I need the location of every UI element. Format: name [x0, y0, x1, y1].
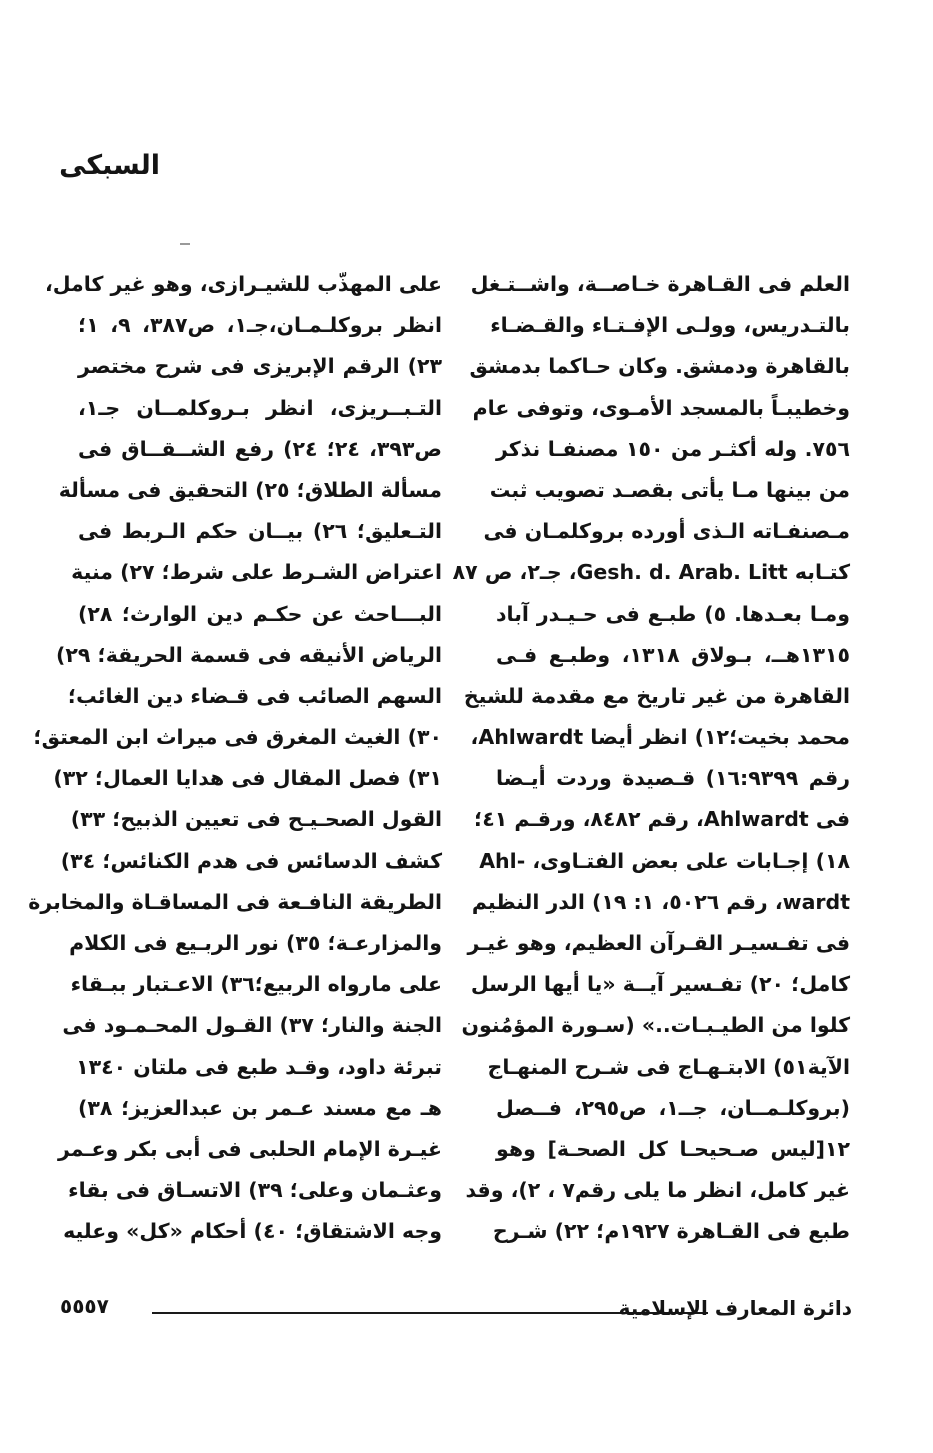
text-line: فى تفـسيـر القـرآن العظيم، وهو غيـر — [467, 931, 850, 955]
text-line: كشف الدسائس فى هدم الكنائس؛ ٣٤) — [60, 848, 442, 873]
text-line: الرياض الأنيقه فى قسمة الحريقة؛ ٢٩) — [55, 642, 442, 667]
text-line: كامل؛ ٢٠) تفـسير آيــة «يا أيها الرسل — [470, 972, 850, 997]
page-header-title: السبكى — [59, 150, 160, 181]
text-line: ٣١) فصل المقال فى هدايا العمال؛ ٣٢) — [53, 766, 442, 791]
text-line: ١٣١٥هــ، بـولاق ١٣١٨، وطبـع فـى — [496, 642, 850, 667]
text-line: محمد بخيت؛١٢) انظر أيضا Ahlwardt، — [470, 725, 850, 750]
right-text-column — [452, 264, 851, 1253]
text-line: على المهذّب للشيـرازى، وهو غير كامل، — [44, 272, 442, 296]
text-line: وعثـمان وعلى؛ ٣٩) الاتسـاق فى بقاء — [68, 1178, 442, 1203]
text-line: رقم ١٦:٩٣٩٩) قـصيدة وردت أيـضا — [496, 766, 851, 791]
text-line: غيـرة الإمام الحلبى فى أبى بكر وعـمر — [58, 1136, 442, 1161]
text-line: كلوا من الطيـبـات..» (سـورة المؤمُنون — [461, 1013, 850, 1038]
scan-smudge — [180, 243, 190, 245]
text-line: بالقاهرة ودمشق. وكان حـاكما بدمشق — [469, 354, 850, 379]
text-line: ١٨) إجـابات على بعض الفتـاوى، -Ahl — [479, 848, 850, 873]
text-line: ومـا بعـدها. ٥) طبـع فى حـيـدر آباد — [496, 601, 850, 626]
text-line: (بروكلـمــان، جــ١، ص٢٩٥، فــصل — [496, 1095, 850, 1120]
text-line: السهم الصائب فى قـضاء دين الغائب؛ — [67, 683, 442, 708]
page-footer — [60, 1292, 852, 1332]
text-line: وخطيبـاً بالمسجد الأمـوى، وتوفى عام — [472, 395, 850, 420]
text-line: العلم فى القـاهرة خـاصــة، واشــتـغل — [470, 272, 850, 296]
text-line: الطريقة النافـعة فى المساقـاة والمخابرة — [28, 889, 442, 914]
text-line: بالتـدريس، وولـى الإفـتـاء والقـضـاء — [490, 313, 850, 338]
text-line: فى Ahlwardt، رقم ٨٤٨٢، ورقـم ٤١؛ — [474, 807, 850, 832]
text-line: غير كامل، انظر ما يلى رقم٧ ، ٢)، وقد — [465, 1178, 850, 1203]
text-line: التـعليق؛ ٢٦) بيــان حكم الـربط فى — [78, 519, 442, 544]
text-line: هـ مع مسند عـمر بن عبدالعزيز؛ ٣٨) — [78, 1095, 442, 1120]
text-line: wardt، رقم ٥٠٢٦، ١: ١٩) الدر النظيم — [471, 889, 850, 914]
text-line: القاهرة من غير تاريخ مع مقدمة للشيخ — [463, 683, 850, 708]
text-line: تبرئة داود، وقـد طبع فى ملتان ١٣٤٠ — [76, 1054, 442, 1079]
text-line: الجنة والنار؛ ٣٧) القـول المحـمـود فى — [62, 1013, 442, 1038]
text-line: على مارواه الربيع؛٣٦) الاعـتبار ببـقاء — [70, 972, 442, 997]
text-line: ٣٠) الغيث المغرق فى ميراث ابن المعتق؛ — [33, 725, 442, 750]
text-line: التـبــريزى، انظر بـروكلمــان جـ١، — [78, 395, 442, 420]
text-line: وجه الاشتقاق؛ ٤٠) أحكام «كل» وعليه — [63, 1219, 442, 1244]
text-line: ٢٣) الرقم الإبريزى فى شرح مختصر — [78, 354, 442, 379]
text-line: اعتراض الشـرط على شرط؛ ٢٧) منية — [71, 560, 442, 585]
text-line: الآية٥١) الابتـهـاج فى شـرح المنهـاج — [487, 1054, 850, 1079]
page-number: ٥٥٥٧ — [60, 1294, 109, 1318]
left-text-column — [28, 264, 442, 1253]
text-line: البـــاحث عن حكـم دين الوارث؛ ٢٨) — [78, 601, 442, 626]
text-line: مـصنفـاته الـذى أورده بروكلمـان فى — [483, 519, 850, 544]
text-line: ١٢[ليس صـحيحـا كل الصحـة] وهو — [496, 1136, 850, 1161]
text-line: انظر بروكلـمـان،جـ١، ص٣٨٧، ٩، ١؛ — [78, 313, 442, 338]
text-line: من بينها مـا يأتى بقصـد تصويب ثبت — [489, 477, 850, 502]
text-line: كتـابه Gesh. d. Arab. Litt، جـ٢، ص ٨٧ — [452, 560, 850, 585]
journal-title: دائرة المعارف الإسلامية — [618, 1296, 852, 1320]
text-line: ص٣٩٣، ٢٤؛ ٢٤) رفع الشــقــاق فى — [78, 436, 442, 461]
text-line: طبع فى القـاهرة ١٩٢٧م؛ ٢٢) شـرح — [492, 1219, 850, 1244]
text-line: مسألة الطلاق؛ ٢٥) التحقيق فى مسألة — [58, 477, 442, 502]
text-line: ٧٥٦. وله أكثـر من ١٥٠ مصنفـا نذكر — [496, 436, 850, 461]
text-line: القول الصحـيـح فى تعيين الذبيح؛ ٣٣) — [70, 807, 442, 832]
text-line: والمزارعـة؛ ٣٥) نور الربـيع فى الكلام — [69, 931, 442, 955]
